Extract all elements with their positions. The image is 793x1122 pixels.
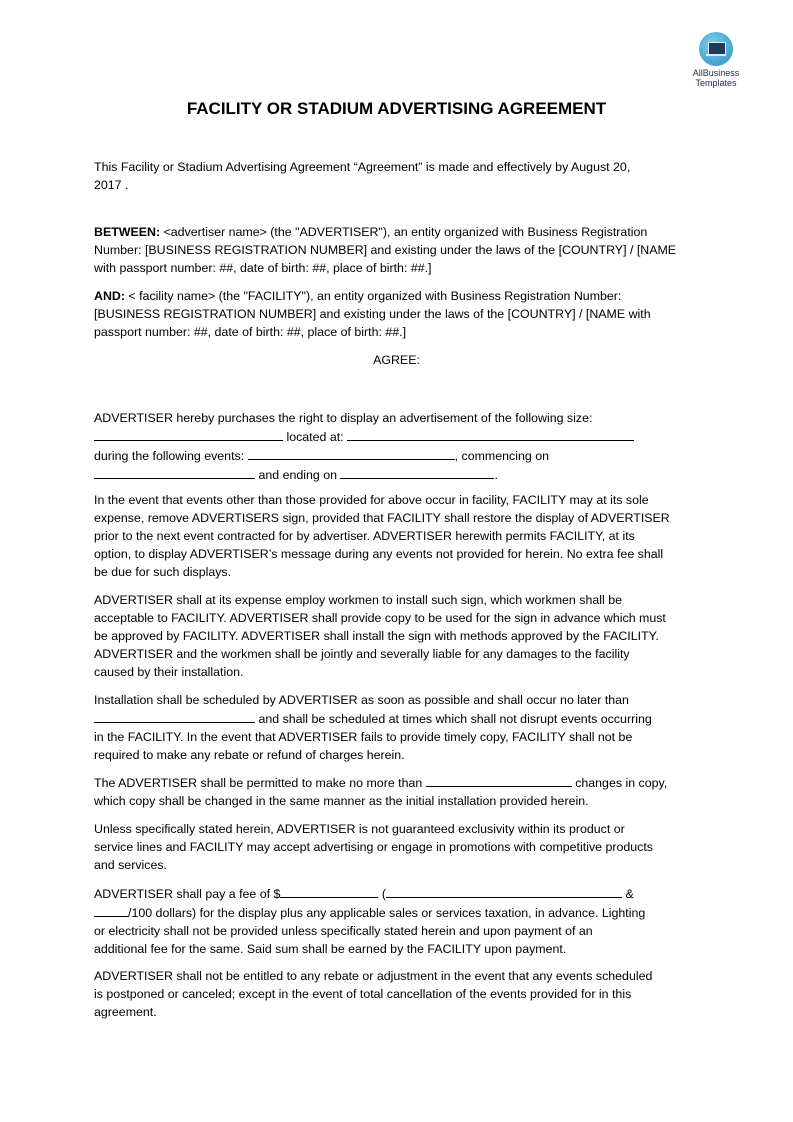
ending-blank bbox=[340, 466, 494, 479]
brand-logo bbox=[688, 32, 744, 88]
p6-line: and services. bbox=[94, 857, 168, 872]
p3-line: ADVERTISER shall at its expense employ workmen to install such sign, which workmen shall be bbox=[94, 593, 622, 607]
between-label: BETWEEN: bbox=[94, 225, 161, 239]
laptop-icon bbox=[699, 32, 733, 66]
intro-line-2: 2017 . bbox=[94, 177, 129, 192]
p5-line-1a: The ADVERTISER shall be permitted to make no more than bbox=[94, 776, 423, 790]
p7-open-paren: ( bbox=[381, 887, 387, 901]
p7-ampersand: & bbox=[625, 887, 634, 901]
location-blank bbox=[347, 428, 634, 441]
p7-line-2: /100 dollars) for the display plus any applicable sales or services taxation, in advance. Lighting bbox=[128, 905, 646, 920]
logo-line-2: Templates bbox=[695, 78, 737, 88]
p3-line: ADVERTISER and the workmen shall be jointly and severally liable for any damages to the facility bbox=[94, 646, 630, 661]
p4-line-4: required to make any rebate or refund of charges herein. bbox=[94, 747, 405, 762]
and-paragraph bbox=[94, 288, 704, 342]
agree-heading: AGREE: bbox=[373, 353, 420, 367]
cents-blank bbox=[94, 904, 128, 917]
p7-line-1a: ADVERTISER shall pay a fee of $ bbox=[94, 887, 281, 901]
p5-line-2: which copy shall be changed in the same manner as the initial installation provided herein. bbox=[94, 793, 589, 808]
p6-line: service lines and FACILITY may accept advertising or engage in promotions with competitive products bbox=[94, 839, 653, 854]
between-paragraph bbox=[94, 224, 704, 278]
p4-line-2: and shall be scheduled at times which shall not disrupt events occurring bbox=[258, 711, 652, 726]
and-line-2: [BUSINESS REGISTRATION NUMBER] and existing under the laws of the [COUNTRY] / [NAME with bbox=[94, 306, 651, 321]
fee-paragraph bbox=[94, 885, 704, 959]
p6-line: Unless specifically stated herein, ADVERTISER is not guaranteed exclusivity within its product or bbox=[94, 822, 625, 836]
exclusivity-paragraph bbox=[94, 821, 704, 875]
located-at-label: located at: bbox=[286, 429, 344, 444]
between-line-1: <advertiser name> (the "ADVERTISER"), an entity organized with Business Registration bbox=[160, 225, 648, 239]
logo-line-1: AllBusiness bbox=[692, 68, 740, 78]
p2-line: be due for such displays. bbox=[94, 564, 232, 579]
fee-words-blank bbox=[386, 885, 622, 898]
events-blank bbox=[248, 447, 455, 460]
p4-line-1: Installation shall be scheduled by ADVERTISER as soon as possible and shall occur no later than bbox=[94, 693, 629, 707]
ending-label: and ending on bbox=[258, 467, 338, 482]
scheduling-paragraph bbox=[94, 692, 704, 765]
between-line-3: with passport number: ##, date of birth: ##, place of birth: ##.] bbox=[94, 260, 432, 275]
p8-line: ADVERTISER shall not be entitled to any rebate or adjustment in the event that any events scheduled bbox=[94, 969, 653, 983]
between-line-2: Number: [BUSINESS REGISTRATION NUMBER] and existing under the laws of the [COUNTRY] / [NAME bbox=[94, 242, 677, 257]
other-events-paragraph bbox=[94, 492, 704, 582]
p8-line: agreement. bbox=[94, 1004, 157, 1019]
p2-line: In the event that events other than those provided for above occur in facility, FACILITY may at its sole bbox=[94, 493, 649, 507]
date-blank bbox=[94, 710, 255, 723]
p2-line: option, to display ADVERTISER’s message during any events not provided for herein. No extra fee shall bbox=[94, 546, 664, 561]
p7-line-3: or electricity shall not be provided unless specifically stated herein and upon payment of an bbox=[94, 923, 593, 938]
purchase-line-1: ADVERTISER hereby purchases the right to display an advertisement of the following size: bbox=[94, 411, 593, 425]
document-title: FACILITY OR STADIUM ADVERTISING AGREEMENT bbox=[186, 99, 607, 118]
purchase-paragraph bbox=[94, 410, 704, 485]
changes-blank bbox=[426, 774, 572, 787]
p2-line: expense, remove ADVERTISERS sign, provided that FACILITY shall restore the display of ADVERTISER bbox=[94, 510, 670, 525]
p3-line: be approved by FACILITY. ADVERTISER shall install the sign with methods approved by the FACILITY. bbox=[94, 628, 659, 643]
commencing-blank bbox=[94, 466, 255, 479]
and-line-1: < facility name> (the "FACILITY"), an entity organized with Business Registration Number: bbox=[124, 289, 622, 303]
installation-workmen-paragraph bbox=[94, 592, 704, 682]
p3-line: caused by their installation. bbox=[94, 664, 244, 679]
fee-amount-blank bbox=[280, 885, 378, 898]
p8-line: is postponed or canceled; except in the event of total cancellation of the events provided for in this bbox=[94, 986, 632, 1001]
copy-changes-paragraph bbox=[94, 774, 704, 811]
p4-line-3: in the FACILITY. In the event that ADVERTISER fails to provide timely copy, FACILITY shall not be bbox=[94, 729, 633, 744]
p7-line-4: additional fee for the same. Said sum shall be earned by the FACILITY upon payment. bbox=[94, 941, 567, 956]
size-blank bbox=[94, 428, 283, 441]
p2-line: prior to the next event contracted for by advertiser. ADVERTISER herewith permits FACILITY, at its bbox=[94, 528, 635, 543]
events-label: during the following events: bbox=[94, 448, 245, 463]
and-label: AND: bbox=[94, 289, 125, 303]
p5-line-1b: changes in copy, bbox=[575, 776, 668, 790]
rebate-paragraph bbox=[94, 968, 704, 1022]
p3-line: acceptable to FACILITY. ADVERTISER shall provide copy to be used for the sign in advance which must bbox=[94, 610, 666, 625]
intro-paragraph bbox=[94, 159, 704, 195]
and-line-3: passport number: ##, date of birth: ##, place of birth: ##.] bbox=[94, 324, 407, 339]
commencing-label: , commencing on bbox=[454, 448, 549, 463]
intro-line-1: This Facility or Stadium Advertising Agreement “Agreement” is made and effectively by August 20, bbox=[94, 160, 631, 174]
ending-period: . bbox=[494, 467, 498, 482]
